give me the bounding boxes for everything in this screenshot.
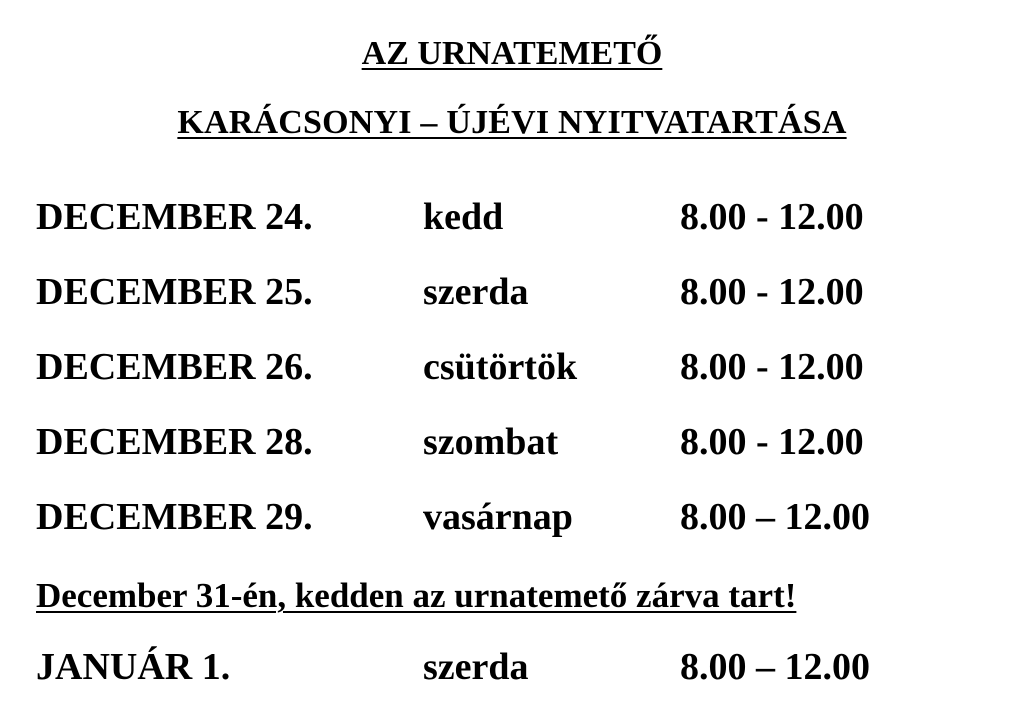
schedule-day: kedd [423, 196, 504, 238]
schedule-date: DECEMBER 29. [36, 496, 313, 538]
schedule-day: szombat [423, 421, 559, 463]
schedule-date: DECEMBER 26. [36, 346, 313, 388]
schedule-hours: 8.00 - 12.00 [680, 271, 864, 313]
schedule-day: szerda [423, 646, 529, 688]
schedule-row [0, 420, 1024, 464]
schedule-day: szerda [423, 271, 529, 313]
schedule-day: vasárnap [423, 496, 573, 538]
page-title: AZ URNATEMETŐ [361, 35, 663, 72]
schedule-row [0, 195, 1024, 239]
schedule-hours: 8.00 – 12.00 [680, 496, 870, 538]
schedule-date: JANUÁR 1. [36, 646, 231, 688]
page-subtitle: KARÁCSONYI – ÚJÉVI NYITVATARTÁSA [177, 104, 847, 141]
schedule-hours: 8.00 - 12.00 [680, 196, 864, 238]
closure-notice: December 31-én, kedden az urnatemető zárva tart! [36, 576, 797, 615]
schedule-row-january [0, 645, 1024, 689]
schedule-row [0, 345, 1024, 389]
schedule-date: DECEMBER 28. [36, 421, 313, 463]
schedule-date: DECEMBER 24. [36, 196, 313, 238]
schedule-hours: 8.00 - 12.00 [680, 346, 864, 388]
schedule-day: csütörtök [423, 346, 578, 388]
schedule-row [0, 495, 1024, 539]
schedule-hours: 8.00 – 12.00 [680, 646, 870, 688]
schedule-date: DECEMBER 25. [36, 271, 313, 313]
schedule-hours: 8.00 - 12.00 [680, 421, 864, 463]
schedule-row [0, 270, 1024, 314]
